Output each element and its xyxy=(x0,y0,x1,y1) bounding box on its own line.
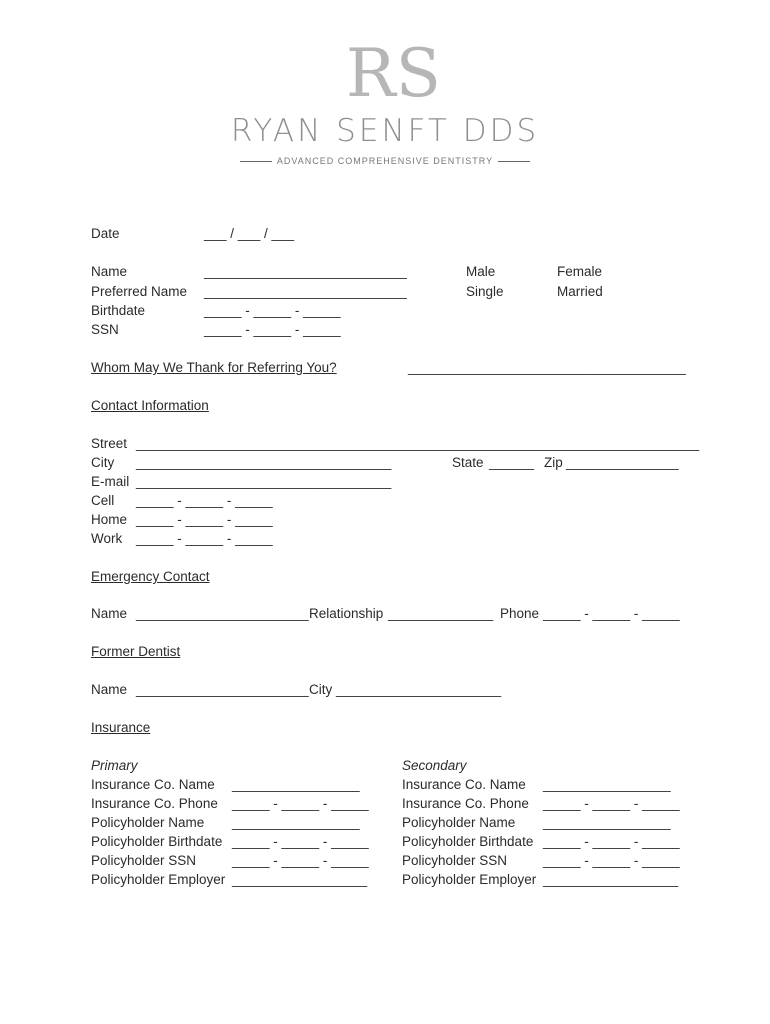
street-field[interactable]: ___________________________________________________________________________ xyxy=(136,436,700,451)
ssn-label: SSN xyxy=(91,322,119,337)
primary-policyholder-employer-label: Policyholder Employer xyxy=(91,872,226,887)
date-label: Date xyxy=(91,226,120,241)
secondary-policyholder-employer-label: Policyholder Employer xyxy=(402,872,537,887)
secondary-heading: Secondary xyxy=(402,758,467,773)
secondary-insurance-name-field[interactable]: _________________ xyxy=(543,777,671,792)
preferred-name-field[interactable]: ___________________________ xyxy=(204,284,407,299)
work-field[interactable]: _____ - _____ - _____ xyxy=(136,531,273,546)
city-label: City xyxy=(91,455,115,470)
cell-label: Cell xyxy=(91,493,115,508)
former-dentist-heading: Former Dentist xyxy=(91,644,181,659)
contact-heading: Contact Information xyxy=(91,398,209,413)
emergency-heading: Emergency Contact xyxy=(91,569,210,584)
secondary-policyholder-name-field[interactable]: _________________ xyxy=(543,815,671,830)
primary-policyholder-name-label: Policyholder Name xyxy=(91,815,205,830)
secondary-policyholder-employer-field[interactable]: __________________ xyxy=(543,872,679,887)
secondary-policyholder-ssn-field[interactable]: _____ - _____ - _____ xyxy=(543,853,680,868)
primary-policyholder-ssn-label: Policyholder SSN xyxy=(91,853,197,868)
single-option[interactable]: Single xyxy=(466,284,504,299)
state-field[interactable]: ______ xyxy=(489,455,535,470)
ssn-field[interactable]: _____ - _____ - _____ xyxy=(204,322,341,337)
emergency-name-label: Name xyxy=(91,606,128,621)
referral-field[interactable]: _____________________________________ xyxy=(408,360,686,375)
emergency-phone-label: Phone xyxy=(500,606,540,621)
birthdate-field[interactable]: _____ - _____ - _____ xyxy=(204,303,341,318)
former-dentist-name-label: Name xyxy=(91,682,128,697)
logo-name: RYAN SENFT DDS xyxy=(230,113,540,149)
work-label: Work xyxy=(91,531,123,546)
state-label: State xyxy=(452,455,484,470)
secondary-policyholder-name-label: Policyholder Name xyxy=(402,815,516,830)
logo-monogram: RS xyxy=(346,35,441,112)
primary-policyholder-name-field[interactable]: _________________ xyxy=(232,815,360,830)
home-field[interactable]: _____ - _____ - _____ xyxy=(136,512,273,527)
preferred-name-label: Preferred Name xyxy=(91,284,188,299)
female-option[interactable]: Female xyxy=(557,264,603,279)
logo-tagline-text: ADVANCED COMPREHENSIVE DENTISTRY xyxy=(276,156,494,166)
primary-heading: Primary xyxy=(91,758,138,773)
emergency-name-field[interactable]: _______________________ xyxy=(136,606,309,621)
primary-policyholder-birthdate-field[interactable]: _____ - _____ - _____ xyxy=(232,834,369,849)
secondary-insurance-phone-field[interactable]: _____ - _____ - _____ xyxy=(543,796,680,811)
referral-question: Whom May We Thank for Referring You? xyxy=(91,360,337,375)
secondary-policyholder-birthdate-field[interactable]: _____ - _____ - _____ xyxy=(543,834,680,849)
primary-policyholder-ssn-field[interactable]: _____ - _____ - _____ xyxy=(232,853,369,868)
zip-field[interactable]: _______________ xyxy=(566,455,679,470)
relationship-field[interactable]: ______________ xyxy=(388,606,494,621)
insurance-heading: Insurance xyxy=(91,720,151,735)
secondary-policyholder-birthdate-label: Policyholder Birthdate xyxy=(402,834,534,849)
email-label: E-mail xyxy=(91,474,130,489)
primary-insurance-phone-label: Insurance Co. Phone xyxy=(91,796,218,811)
secondary-insurance-phone-label: Insurance Co. Phone xyxy=(402,796,529,811)
former-dentist-city-label: City xyxy=(309,682,333,697)
rs-monogram-logo xyxy=(340,35,441,112)
secondary-insurance-name-label: Insurance Co. Name xyxy=(402,777,526,792)
emergency-phone-field[interactable]: _____ - _____ - _____ xyxy=(543,606,680,621)
zip-label: Zip xyxy=(544,455,563,470)
cell-field[interactable]: _____ - _____ - _____ xyxy=(136,493,273,508)
relationship-label: Relationship xyxy=(309,606,384,621)
home-label: Home xyxy=(91,512,128,527)
primary-insurance-phone-field[interactable]: _____ - _____ - _____ xyxy=(232,796,369,811)
date-field[interactable]: ___ / ___ / ___ xyxy=(204,226,295,241)
city-field[interactable]: __________________________________ xyxy=(136,455,392,470)
email-field[interactable]: __________________________________ xyxy=(136,474,392,489)
name-field[interactable]: ___________________________ xyxy=(204,264,407,279)
former-dentist-city-field[interactable]: ______________________ xyxy=(336,682,502,697)
secondary-policyholder-ssn-label: Policyholder SSN xyxy=(402,853,508,868)
male-option[interactable]: Male xyxy=(466,264,496,279)
name-label: Name xyxy=(91,264,128,279)
logo-tagline xyxy=(0,156,770,166)
married-option[interactable]: Married xyxy=(557,284,603,299)
birthdate-label: Birthdate xyxy=(91,303,146,318)
primary-policyholder-employer-field[interactable]: __________________ xyxy=(232,872,368,887)
primary-insurance-name-field[interactable]: _________________ xyxy=(232,777,360,792)
former-dentist-name-field[interactable]: _______________________ xyxy=(136,682,309,697)
primary-insurance-name-label: Insurance Co. Name xyxy=(91,777,215,792)
primary-policyholder-birthdate-label: Policyholder Birthdate xyxy=(91,834,223,849)
street-label: Street xyxy=(91,436,128,451)
